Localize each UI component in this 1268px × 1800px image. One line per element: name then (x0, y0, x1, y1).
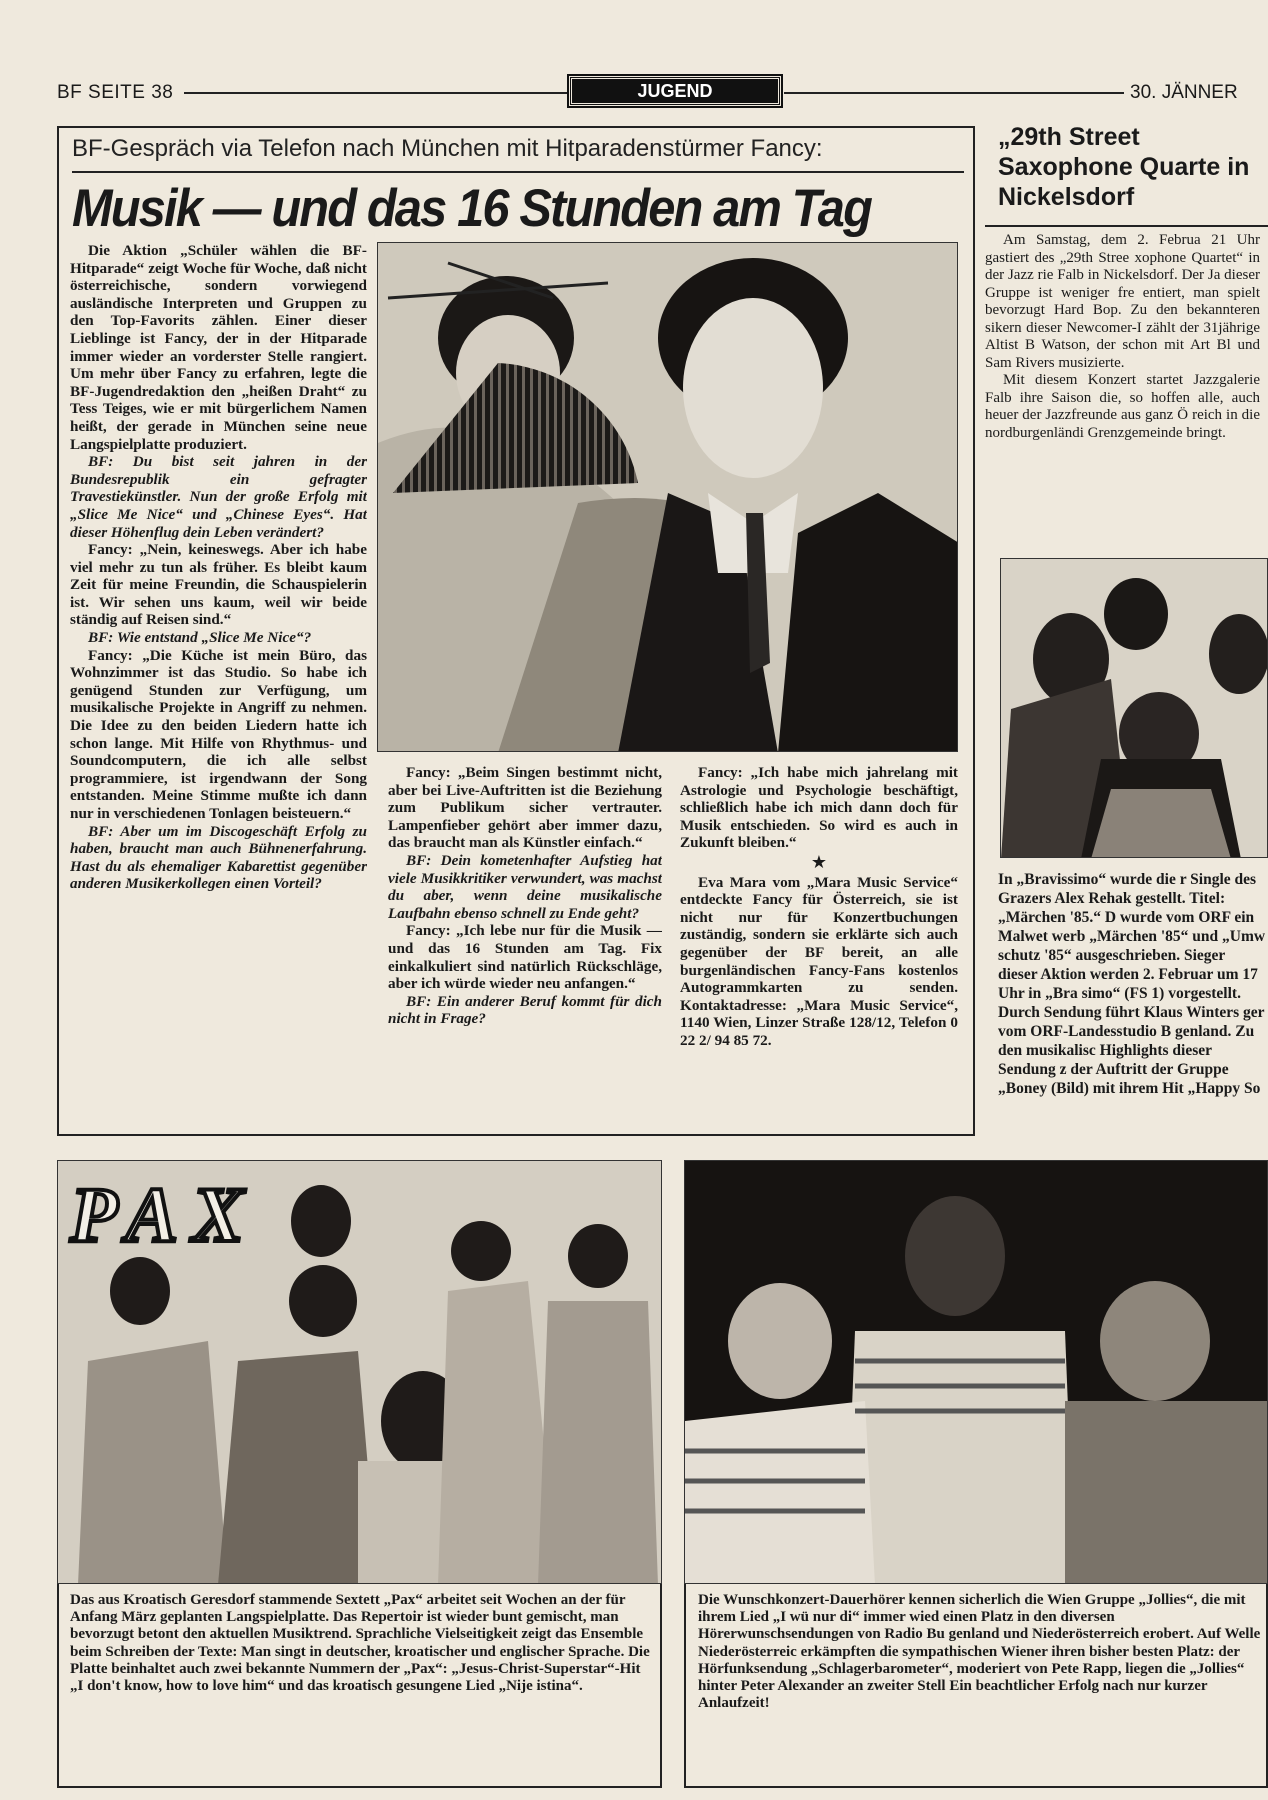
side-para: Am Samstag, dem 2. Februa 21 Uhr gastiert des „29th Stree xophone Quartet“ in der Jazz rie Falb in Nickelsdorf. Der Ja dieser Gruppe ist weniger fre entiert, man spielt bevorzugt Hard Bop. Zu den bekannteren sikern dieser Newcomer-I zählt der 31jährige Altist B Watson, der schon mit Art Bl und Sam Rivers musizierte. (985, 232, 1260, 371)
pax-logo: PAX (70, 1171, 258, 1258)
boney-m-photo (1000, 558, 1268, 858)
fancy-photo-illustration (378, 243, 958, 752)
col1-para: BF: Du bist seit jahren in der Bundesrepublik ein gefragter Travestiekünstler. Nun der große Erfolg mit „Slice Me Nice“ und „Chinese Eyes“. Hat dieser Höhenflug dein Leben verändert? (70, 453, 367, 541)
side-headline: „29th Street Saxophone Quarte in Nickelsdorf (998, 123, 1250, 211)
col1-para: Fancy: „Die Küche ist mein Büro, das Wohnzimmer ist das Studio. So habe ich genügend Stunden zur Verfügung, um musikalische Projekte in Angriff zu nehmen. Die Idee zu den beiden Liedern hatte ich schon lange. Mit Hilfe von Rhythmus- und Soundcomputern, die ich alle selbst programmiere, ist irgendwann der Song entstanden. Meine Stimme mußte ich dann nur in verschiedenen Tonlagen beisteuern.“ (70, 646, 367, 822)
page-number: BF SEITE 38 (57, 82, 174, 103)
main-headline: Musik — und das 16 Stunden am Tag (72, 179, 872, 238)
side-para: Mit diesem Konzert startet Jazzgalerie Falb ihre Saison die, so hoffen alle, auch heuer der Jazzfreunde aus ganz Ö reich in die nordburgenländi Grenzgemeinde bringt. (985, 372, 1260, 441)
col1-para: BF: Wie entstand „Slice Me Nice“? (88, 629, 312, 647)
col2-para: BF: Dein kometenhafter Aufstieg hat viele Musikkritiker verwundert, was machst du aber, wenn deine musikalische Laufbahn ebenso schnell zu Ende geht? (388, 851, 662, 922)
main-kicker: BF-Gespräch via Telefon nach München mit Hitparadenstürmer Fancy: (72, 135, 823, 162)
kicker-rule (72, 171, 964, 173)
col2-para: Fancy: „Ich lebe nur für die Musik — und das 16 Stunden am Tag. Fix einkalkuliert sind natürlich Rückschläge, aber ich würde wieder neu anfangen.“ (388, 922, 662, 993)
boney-m-caption: In „Bravissimo“ wurde die r Single des Grazers Alex Rehak gestellt. Titel: „Märchen '85.“ D wurde vom ORF ein Malwet werb „Märchen '85“ und „Umw schutz '85“ ausgeschrieben. Sieger dieser Aktion werden 2. Februar um 17 Uhr in „Bra simo“ (FS 1) vorgestellt. Durch Sendung führt Klaus Winters ger vom ORF-Landesstudio B genland. Zu den musikalisc Highlights dieser Sendung z der Auftritt der Gruppe „Boney (Bild) mit ihrem Hit „Happy So (998, 871, 1266, 1097)
col3-para: Fancy: „Ich habe mich jahrelang mit Astrologie und Psychologie beschäftigt, schließlich habe ich mich dann doch für Musik entschieden. So wird es auch in Zukunft bleiben.“ (680, 764, 958, 852)
col2-para: BF: Ein anderer Beruf kommt für dich nicht in Frage? (388, 992, 662, 1028)
main-column-3 (680, 764, 958, 1129)
main-column-2 (388, 764, 662, 1129)
issue-date: 30. JÄNNER (1130, 82, 1238, 103)
side-body (985, 232, 1260, 532)
fancy-photo (377, 242, 958, 752)
col1-para: Die Aktion „Schüler wählen die BF-Hitparade“ zeigt Woche für Woche, daß nicht österreichische, sondern vorwiegend ausländische Interpreten und Gruppen zu den Top-Favorits zählen. Einer dieser Lieblinge ist Fancy, der in der Hitparade immer wieder an vorderster Stelle rangiert. Um mehr über Fancy zu erfahren, legte die BF-Jugendredaktion den „heißen Draht“ zu Tess Teiges, wie er mit bürgerlichem Namen heißt, der gerade in München seine neue Langspielplatte produziert. (70, 242, 367, 453)
section-label: JUGEND (569, 76, 781, 106)
main-column-1 (70, 242, 367, 1127)
boney-m-illustration (1001, 559, 1268, 858)
pax-caption: Das aus Kroatisch Geresdorf stammende Sextett „Pax“ arbeitet seit Wochen an der für Anfang März geplanten Langspielplatte. Das Repertoir ist wieder bunt gemischt, man bevorzugt betont den aktuellen Musiktrend. Sprachliche Vielseitigkeit zeigt das Ensemble beim Schreiben der Texte: Man singt in deutscher, kroatischer und englischer Sprache. Die Platte beinhaltet auch zwei bekannte Nummern der „Pax“: „Jesus-Christ-Superstar“-Hit „I don't know, how to love him“ und das kroatisch gesungene Lied „Nije istina“. (70, 1592, 650, 1695)
star-separator: ★ (810, 851, 828, 872)
col3-para: Eva Mara vom „Mara Music Service“ entdeckte Fancy für Österreich, sie ist nicht nur für Konzertbuchungen zuständig, sondern sie erklärte sich auch gegenüber der BF bereit, an alle burgenländischen Fancy-Fans kostenlos Autogrammkarten zu senden. Kontaktadresse: „Mara Music Service“, 1140 Wien, Linzer Straße 128/12, Telefon 0 22 2/ 94 85 72. (680, 873, 958, 1049)
jollies-caption: Die Wunschkonzert-Dauerhörer kennen sicherlich die Wien Gruppe „Jollies“, die mit ihrem Lied „I wü nur di“ immer wied einen Platz in den diversen Hörerwunschsendungen von Radio Bu genland und Niederösterreich erobert. Auf Welle Niederösterreic erkämpften die sympathischen Wiener ihren bisher besten Platz: der Hörfunksendung „Schlagerbarometer“, moderiert von Pete Rapp, liegen die „Jollies“ hinter Peter Alexander an zweiter Stell Ein beachtlicher Erfolg nach nur kurzer Anlaufzeit! (698, 1592, 1261, 1712)
jollies-photo (684, 1160, 1268, 1584)
col2-para: Fancy: „Beim Singen bestimmt nicht, aber bei Live-Auftritten ist die Beziehung zum Publikum sicher vertrauter. Lampenfieber gehört aber immer dazu, das braucht man als Künstler einfach.“ (388, 764, 662, 852)
header-rule-left (184, 92, 568, 94)
header-rule-right (784, 92, 1124, 94)
col1-para: BF: Aber um im Discogeschäft Erfolg zu haben, braucht man auch Bühnenerfahrung. Hast du als ehemaliger Kabarettist gegenüber anderen Musikerkollegen einen Vorteil? (70, 822, 367, 893)
jollies-illustration (685, 1161, 1268, 1584)
side-headline-rule (985, 225, 1268, 227)
col1-para: Fancy: „Nein, keineswegs. Aber ich habe viel mehr zu tun als früher. Es bleibt kaum Zeit für meine Freundin, die Schauspielerin ist. Wir sehen uns kaum, weil wir beide ständig auf Reisen sind.“ (70, 541, 367, 629)
